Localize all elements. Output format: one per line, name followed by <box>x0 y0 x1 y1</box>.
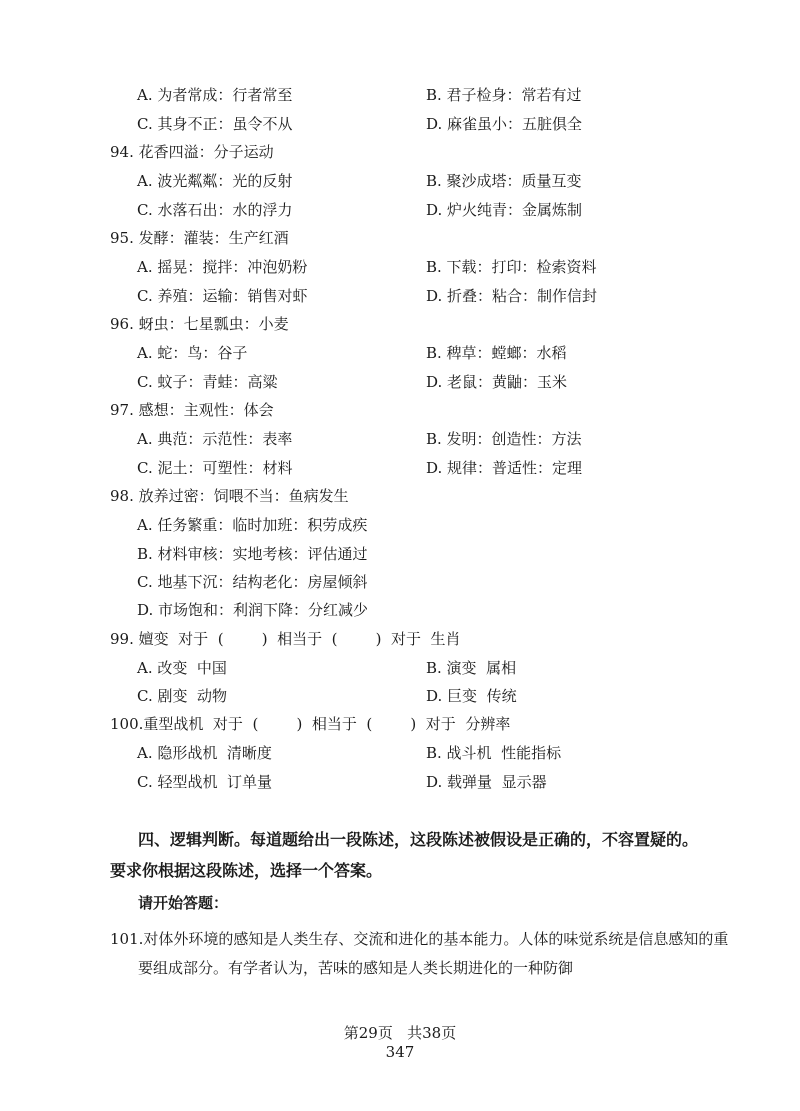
q95-option-b: B. 下载：打印：检索资料 <box>426 258 597 276</box>
q94-stem: 94. 花香四溢：分子运动 <box>110 143 274 161</box>
q99-option-d: D. 巨变 传统 <box>426 687 517 705</box>
q94-option-b: B. 聚沙成塔：质量互变 <box>426 172 582 190</box>
q98-option-a: A. 任务繁重：临时加班：积劳成疾 <box>137 516 368 534</box>
q99-option-b: B. 演变 属相 <box>426 659 517 677</box>
q94-option-d: D. 炉火纯青：金属炼制 <box>426 201 583 219</box>
section-heading: 四、逻辑判断。每道题给出一段陈述，这段陈述被假设是正确的，不容置疑的。要求你根据这段陈述，选择一个答案。 <box>110 830 699 880</box>
q99-option-a: A. 改变 中国 <box>137 659 227 677</box>
q98-option-d: D. 市场饱和：利润下降：分红减少 <box>137 601 369 619</box>
q100-option-c: C. 轻型战机 订单量 <box>137 773 273 791</box>
q97-option-d: D. 规律：普适性：定理 <box>426 459 583 477</box>
q96-stem: 96. 蚜虫：七星瓢虫：小麦 <box>110 315 289 333</box>
q93-option-b: B. 君子检身：常若有过 <box>426 86 582 104</box>
q96-option-c: C. 蚊子：青蛙：高粱 <box>137 373 278 391</box>
q97-stem: 97. 感想：主观性：体会 <box>110 401 274 419</box>
page-label: 第29页 共38页 <box>343 1024 457 1042</box>
q95-option-d: D. 折叠：粘合：制作信封 <box>426 287 598 305</box>
start-prompt: 请开始答题： <box>138 894 229 912</box>
page-number: 347 <box>385 1043 415 1061</box>
q93-option-c: C. 其身不正：虽令不从 <box>137 115 293 133</box>
q95-option-c: C. 养殖：运输：销售对虾 <box>137 287 308 305</box>
q94-option-c: C. 水落石出：水的浮力 <box>137 201 293 219</box>
q100-stem: 100.重型战机 对于 ( ) 相当于 ( ) 对于 分辨率 <box>110 715 511 733</box>
q95-option-a: A. 摇晃：搅拌：冲泡奶粉 <box>137 258 308 276</box>
q93-option-d: D. 麻雀虽小：五脏俱全 <box>426 115 583 133</box>
q98-stem: 98. 放养过密：饲喂不当：鱼病发生 <box>110 487 349 505</box>
q94-option-a: A. 波光粼粼：光的反射 <box>137 172 293 190</box>
q97-option-b: B. 发明：创造性：方法 <box>426 430 582 448</box>
q100-option-a: A. 隐形战机 清晰度 <box>137 744 272 762</box>
q101-text: 101.对体外环境的感知是人类生存、交流和进化的基本能力。人体的味觉系统是信息感知的重要组成部分。有学者认为，苦味的感知是人类长期进化的一种防御 <box>110 930 729 977</box>
q93-option-a: A. 为者常成：行者常至 <box>137 86 293 104</box>
q97-option-a: A. 典范：示范性：表率 <box>137 430 293 448</box>
q96-option-a: A. 蛇：鸟：谷子 <box>137 344 248 362</box>
q99-stem: 99. 嬗变 对于 ( ) 相当于 ( ) 对于 生肖 <box>110 630 461 648</box>
q98-option-b: B. 材料审核：实地考核：评估通过 <box>137 545 368 563</box>
q97-option-c: C. 泥土：可塑性：材料 <box>137 459 293 477</box>
q100-option-b: B. 战斗机 性能指标 <box>426 744 562 762</box>
q96-option-d: D. 老鼠：黄鼬：玉米 <box>426 373 568 391</box>
q96-option-b: B. 稗草：螳螂：水稻 <box>426 344 567 362</box>
q98-option-c: C. 地基下沉：结构老化：房屋倾斜 <box>137 573 368 591</box>
q99-option-c: C. 剧变 动物 <box>137 687 228 705</box>
q100-option-d: D. 载弹量 显示器 <box>426 773 547 791</box>
q95-stem: 95. 发酵：灌装：生产红酒 <box>110 229 289 247</box>
